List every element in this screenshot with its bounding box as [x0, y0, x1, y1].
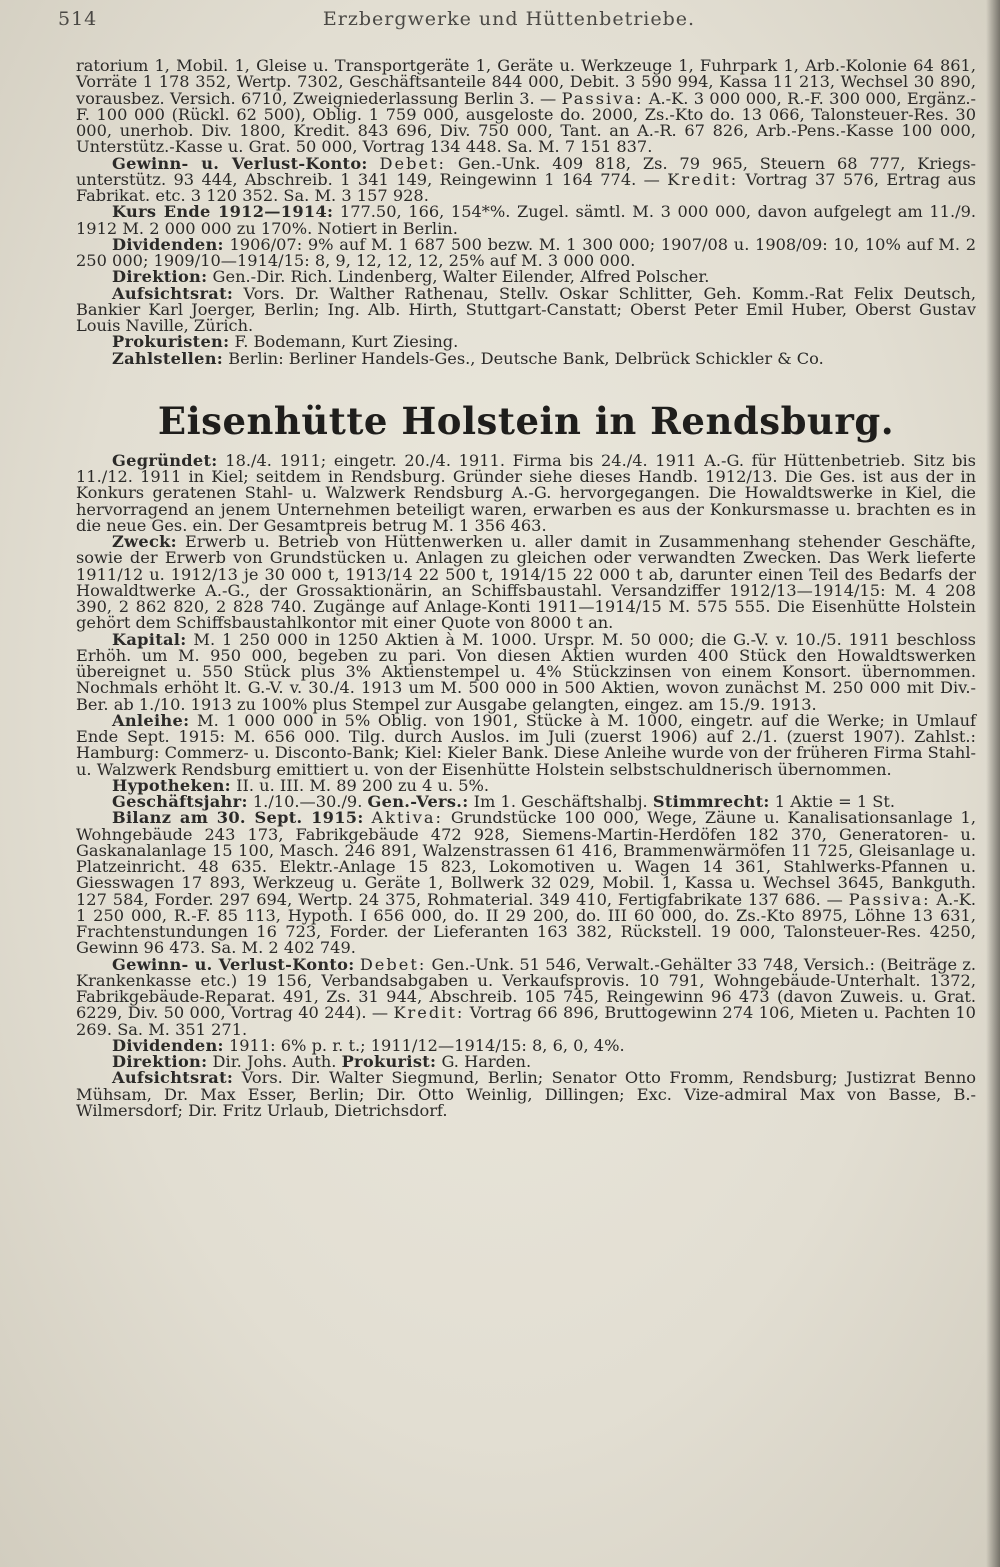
prev-aufsichtsrat-paragraph: Aufsichtsrat: Vors. Dr. Walther Rathenau, Stellv. Oskar Schlitter, Geh. Komm.-Rat Felix Deutsch, Bankier Karl Joerger, Berlin; Ing. Alb. Hirth, Stuttgart-Canstatt; Oberst Peter Emil Huber, Oberst Gustav Louis Naville, Zürich.: [76, 283, 976, 335]
geschaeftsjahr-paragraph: Geschäftsjahr: 1./10.—30./9. Gen.-Vers.: Im 1. Geschäftshalbj. Stimmrecht: 1 Aktie = 1 St.: [112, 792, 896, 811]
prev-bilanz-continuation: ratorium 1, Mobil. 1, Gleise u. Transportgeräte 1, Geräte u. Werkzeuge 1, Fuhrpark 1, Arb.-Kolonie 64 861, Vorräte 1 178 352, Wertp. 7302, Geschäftsanteile 844 000, Debit. 3 590 994, Kassa 11 213, Wechsel 30 890, vorausbez. Versich. 6710, Zweigniederlassung Berlin 3. — Passiva: A.-K. 3 000 000, R.-F. 300 000, Ergänz.-F. 100 000 (Rückl. 62 500), Oblig. 1 759 000, ausgeloste do. 2000, Zs.-Kto do. 13 066, Talonsteuer-Res. 30 000, unerhob. Div. 1800, Kredit. 843 696, Div. 750 000, Tant. an A.-R. 67 826, Arb.-Pens.-Kasse 100 000, Unterstütz.-Kasse u. Grat. 50 000, Vortrag 134 448. Sa. M. 7 151 837.: [76, 56, 976, 157]
prev-dividenden-paragraph: Dividenden: 1906/07: 9% auf M. 1 687 500 bezw. M. 1 300 000; 1907/08 u. 1908/09: 10, 10% auf M. 2 250 000; 1909/10—1914/15: 8, 9, 12, 12, 12, 25% auf M. 3 000 000.: [76, 234, 976, 270]
aktiva-label: Aktiva:: [371, 808, 443, 828]
prev-direktion-label: Direktion:: [112, 267, 208, 287]
running-header: [58, 8, 960, 34]
prev-guv-label: Gewinn- u. Verlust-Konto:: [112, 153, 368, 173]
kapital-paragraph: Kapital: M. 1 250 000 in 1250 Aktien à M. 1000. Urspr. M. 50 000; die G.-V. v. 10./5. 1911 beschloss Erhöh. um M. 950 000, begeben zu pari. Von diesen Aktien wurden 400 Stück den Howaldtswerken übereignet u. 550 Stück plus 3% Aktienstempel u. 4% Stückzinsen von einem Konsort. übernommen. Nochmals erhöht lt. G.-V. v. 30./4. 1913 um M. 500 000 in 500 Aktien, wovon zunächst M. 250 000 mit Div.-Ber. ab 1./10. 1913 zu 100% plus Stempel zur Ausgabe gelangten, eingez. am 15./9. 1913.: [76, 629, 976, 714]
gegruendet-paragraph: Gegründet: 18./4. 1911; eingetr. 20./4. 1911. Firma bis 24./4. 1911 A.-G. für Hüttenbetrieb. Sitz bis 11./12. 1911 in Kiel; seitdem in Rendsburg. Gründer siehe dieses Handb. 1912/13. Die Ges. ist aus der in Konkurs geratenen Stahl- u. Walzwerk Rendsburg A.-G. hervorgegangen. Die Howaldtswerke in Kiel, die hervorragend an jenem Unternehmen beteiligt waren, erwarben es aus der Konkursmasse u. brachten es in die neue Ges. ein. Der Gesamtpreis betrug M. 1 356 463.: [76, 450, 976, 535]
geschaeftsjahr-label: Geschäftsjahr:: [112, 792, 248, 811]
dividenden-paragraph: Dividenden: 1911: 6% p. r. t.; 1911/12—1914/15: 8, 6, 0, 4%.: [112, 1035, 625, 1055]
zweck-label: Zweck:: [112, 532, 177, 551]
prev-zahlstellen-label: Zahlstellen:: [112, 348, 224, 368]
guv-label: Gewinn- u. Verlust-Konto:: [112, 954, 355, 974]
aufsichtsrat-label: Aufsichtsrat:: [112, 1068, 234, 1088]
kapital-label: Kapital:: [112, 629, 187, 649]
aufsichtsrat-paragraph: Aufsichtsrat: Vors. Dir. Walter Siegmund, Berlin; Senator Otto Fromm, Rendsburg; Justizrat Benno Mühsam, Dr. Max Esser, Berlin; Dir. Otto Weinlig, Dillingen; Exc. Vize-admiral Max von Basse, B.-Wilmersdorf; Dir. Fritz Urlaub, Dietrichsdorf.: [76, 1068, 976, 1120]
guv-paragraph: Gewinn- u. Verlust-Konto: Debet: Gen.-Unk. 51 546, Verwalt.-Gehälter 33 748, Versich.: (Beiträge z. Krankenkasse etc.) 19 156, Verbandsabgaben u. Verkaufsprovis. 10 791, Wohngebäude-Unterhalt. 1372, Fabrikgebäude-Reparat. 491, Zs. 31 944, Abschreib. 105 745, Reingewinn 96 473 (davon Zuweis. u. Grat. 6229, Div. 50 000, Vortrag 40 244). — Kredit: Vortrag 66 896, Bruttogewinn 274 106, Mieten u. Pachten 10 269. Sa. M. 351 271.: [76, 954, 976, 1039]
stimmrecht-label: Stimmrecht:: [652, 792, 770, 811]
prokurist-label: Prokurist:: [341, 1052, 437, 1071]
company-title: Eisenhütte Holstein in Rendsburg.: [157, 398, 895, 443]
prev-prokuristen-label: Prokuristen:: [112, 332, 230, 352]
genvers-label: Gen.-Vers.:: [367, 792, 469, 811]
prev-passiva-label: Passiva:: [561, 88, 644, 108]
direktion-paragraph: Direktion: Dir. Johs. Auth. Prokurist: G. Harden.: [112, 1052, 532, 1071]
prev-prokuristen-paragraph: Prokuristen: F. Bodemann, Kurt Ziesing.: [112, 332, 459, 352]
dividenden-label: Dividenden:: [112, 1035, 224, 1055]
running-title: Erzbergwerke und Hüttenbetriebe.: [322, 8, 696, 30]
page-number: 514: [58, 8, 98, 30]
gegruendet-label: Gegründet:: [112, 450, 218, 470]
prev-direktion-paragraph: Direktion: Gen.-Dir. Rich. Lindenberg, Walter Eilender, Alfred Polscher.: [112, 267, 710, 287]
hypotheken-label: Hypotheken:: [112, 775, 231, 795]
prev-dividenden-label: Dividenden:: [112, 234, 224, 254]
page-body: [76, 58, 976, 1119]
anleihe-paragraph: Anleihe: M. 1 000 000 in 5% Oblig. von 1901, Stücke à M. 1000, eingetr. auf die Werke; in Umlauf Ende Sept. 1915: M. 656 000. Tilg. durch Auslos. im Juli (zuerst 1906) auf 2./1. (zuerst 1907). Zahlst.: Hamburg: Commerz- u. Disconto-Bank; Kiel: Kieler Bank. Diese Anleihe wurde von der früheren Firma Stahl- u. Walzwerk Rendsburg emittiert u. von der Eisenhütte Holstein selbstschuldnerisch übernommen.: [76, 710, 976, 779]
prev-aufsichtsrat-label: Aufsichtsrat:: [112, 283, 234, 303]
prev-zahlstellen-paragraph: Zahlstellen: Berlin: Berliner Handels-Ges., Deutsche Bank, Delbrück Schickler & Co.: [112, 348, 824, 368]
prev-kurs-paragraph: Kurs Ende 1912—1914: 177.50, 166, 154*%. Zugel. sämtl. M. 3 000 000, davon aufgelegt am 11./9. 1912 M. 2 000 000 zu 170%. Notiert in Berlin.: [76, 202, 977, 238]
hypotheken-paragraph: Hypotheken: II. u. III. M. 89 200 zu 4 u. 5%.: [112, 775, 490, 795]
bilanz-label: Bilanz am 30. Sept. 1915:: [112, 808, 364, 828]
zweck-paragraph: Zweck: Erwerb u. Betrieb von Hüttenwerken u. aller damit in Zusammenhang stehender Geschäfte, sowie der Erwerb von Grundstücken u. Anlagen zu gleichen oder verwandten Zwecken. Das Werk lieferte 1911/12 u. 1912/13 je 30 000 t, 1913/14 22 500 t, 1914/15 22 000 t ab, darunter einen Teil des Bedarfs der Howaldtwerke A.-G., der Grossaktionärin, an Schiffsbaustahl. Versandziffer 1912/13—1914/15: M. 4 208 390, 2 862 820, 2 828 740. Zugänge auf Anlage-Konti 1911—1914/15 M. 575 555. Die Eisenhütte Holstein gehört dem Schiffsbaustahlkontor mit einer Quote von 8000 t an.: [76, 532, 976, 633]
prev-kurs-label: Kurs Ende 1912—1914:: [112, 202, 334, 222]
page-edge-shadow: [986, 0, 1000, 1567]
anleihe-label: Anleihe:: [112, 710, 190, 730]
bilanz-paragraph: Bilanz am 30. Sept. 1915: Aktiva: Grundstücke 100 000, Wege, Zäune u. Kanalisationsanlage 1, Wohngebäude 243 173, Fabrikgebäude 472 928, Siemens-Martin-Herdöfen 182 370, Generatoren- u. Gaskanalanlage 15 100, Masch. 246 891, Walzenstrassen 61 416, Brammenwärmöfen 11 725, Gleisanlage u. Platzeinricht. 48 635. Elektr.-Anlage 15 823, Lokomotiven u. Wagen 14 361, Stahlwerks-Pfannen u. Giesswagen 17 893, Werkzeug u. Geräte 1, Bollwerk 32 029, Mobil. 1, Kassa u. Wechsel 3645, Bankguth. 127 584, Forder. 297 694, Wertp. 24 375, Rohmaterial. 349 410, Fertigfabrikate 137 686. — Passiva: A.-K. 1 250 000, R.-F. 85 113, Hypoth. I 656 000, do. II 29 200, do. III 60 000, do. Zs.-Kto 8975, Löhne 13 631, Frachtenstundungen 16 723, Forder. der Lieferanten 163 382, Rückstell. 19 000, Talonsteuer-Res. 4250, Gewinn 96 473. Sa. M. 2 402 749.: [76, 808, 976, 958]
direktion-label: Direktion:: [112, 1052, 208, 1071]
prev-guv-paragraph: Gewinn- u. Verlust-Konto: Debet: Gen.-Unk. 409 818, Zs. 79 965, Steuern 68 777, Kriegs-unterstütz. 93 444, Abschreib. 1 341 149, Reingewinn 1 164 774. — Kredit: Vortrag 37 576, Ertrag aus Fabrikat. etc. 3 120 352. Sa. M. 3 157 928.: [76, 153, 976, 205]
passiva-label: Passiva:: [848, 889, 931, 909]
